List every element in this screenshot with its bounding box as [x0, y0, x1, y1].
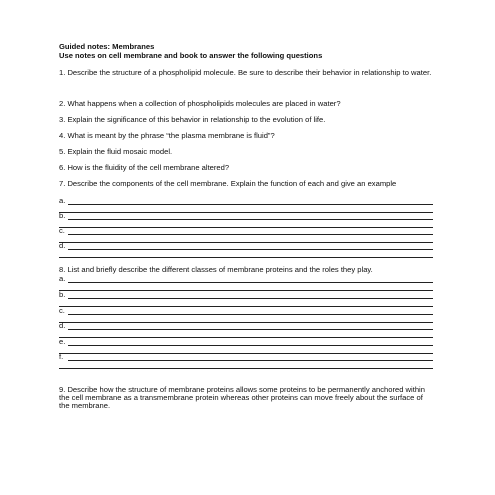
answer-line: [68, 219, 433, 220]
question-4: 4. What is meant by the phrase “the plasma membrane is fluid”?: [59, 131, 275, 140]
question-8: 8. List and briefly describe the different classes of membrane proteins and the roles they play.: [59, 265, 373, 274]
blank-letter: b.: [59, 290, 66, 299]
blank-letter: c.: [59, 226, 65, 235]
question-2: 2. What happens when a collection of phospholipids molecules are placed in water?: [59, 99, 341, 108]
answer-line: [68, 360, 433, 361]
q7-blank-d[interactable]: [59, 242, 433, 251]
question-1: 1. Describe the structure of a phospholipid molecule. Be sure to describe their behavior in relationship to water.: [59, 68, 432, 77]
answer-line: [68, 314, 433, 315]
worksheet-title: Guided notes: Membranes: [59, 42, 155, 51]
blank-letter: d.: [59, 321, 66, 330]
answer-line: [68, 345, 433, 346]
answer-line: [59, 368, 433, 369]
answer-line: [68, 329, 433, 330]
answer-line: [68, 249, 433, 250]
question-7: 7. Describe the components of the cell membrane. Explain the function of each and give an example: [59, 179, 397, 188]
answer-line: [68, 298, 433, 299]
blank-letter: b.: [59, 211, 66, 220]
worksheet-header: [59, 43, 437, 60]
answer-line: [68, 204, 433, 205]
question-6: 6. How is the fluidity of the cell membrane altered?: [59, 163, 230, 172]
q8-blank-a[interactable]: [59, 275, 433, 284]
q7-blank-b[interactable]: [59, 212, 433, 221]
answer-line: [59, 257, 433, 258]
blank-letter: f.: [59, 352, 64, 361]
q8-blank-c[interactable]: [59, 307, 433, 316]
answer-line: [68, 234, 433, 235]
blank-letter: a.: [59, 274, 66, 283]
blank-letter: d.: [59, 241, 66, 250]
q8-blank-e[interactable]: [59, 338, 433, 347]
worksheet-instructions: Use notes on cell membrane and book to answer the following questions: [59, 50, 323, 60]
answer-line: [68, 282, 433, 283]
question-9: 9. Describe how the structure of membrane proteins allows some proteins to be permanently anchored within the cell membrane as a transmembrane protein whereas other proteins can move freely about the surface of the membrane.: [59, 385, 425, 411]
q8-blank-d[interactable]: [59, 322, 433, 331]
q8-blank-f[interactable]: [59, 353, 433, 362]
q7-blank-c[interactable]: [59, 227, 433, 236]
blank-letter: a.: [59, 196, 66, 205]
blank-letter: c.: [59, 306, 65, 315]
question-5: 5. Explain the fluid mosaic model.: [59, 147, 173, 156]
question-3: 3. Explain the significance of this behavior in relationship to the evolution of life.: [59, 115, 326, 124]
blank-letter: e.: [59, 337, 66, 346]
q7-blank-a[interactable]: [59, 197, 433, 206]
q8-blank-b[interactable]: [59, 291, 433, 300]
